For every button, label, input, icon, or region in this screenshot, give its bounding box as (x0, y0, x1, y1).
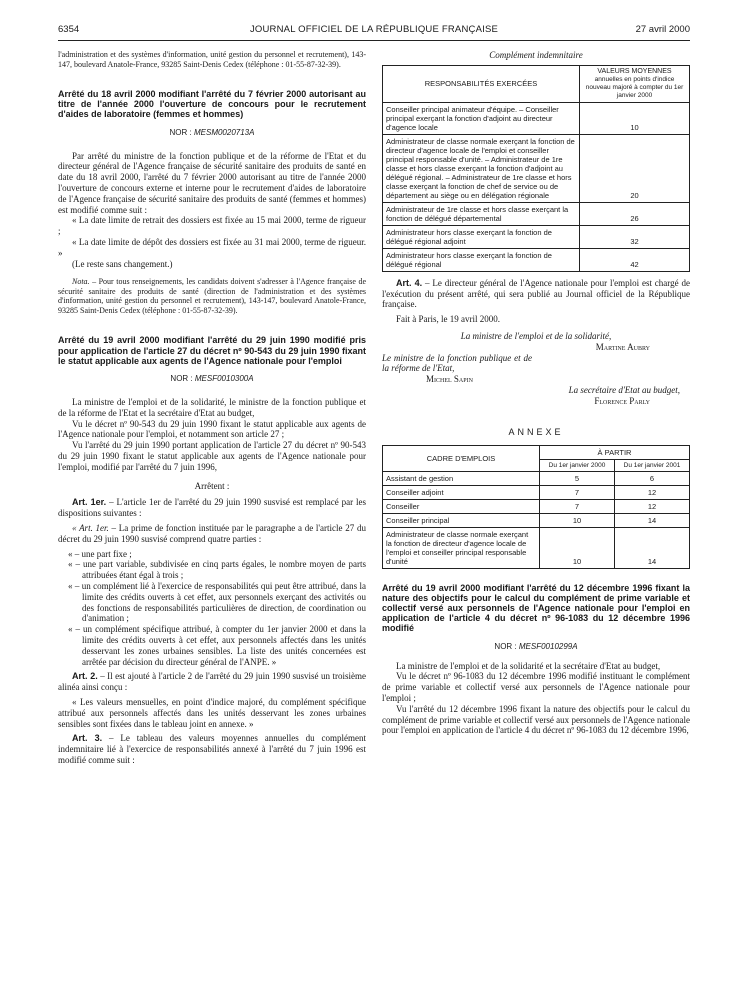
nor-label: NOR : (494, 641, 519, 651)
table-row (383, 248, 690, 271)
decree-2-title: Arrêté du 19 avril 2000 modifiant l'arrêté du 29 juin 1990 modifié pris pour application de l'article 27 du décret nº 90-543 du 29 juin 1990 fixant le statut applicable aux agents de l'Agence nationale pour l'emploi (58, 335, 366, 366)
table-cell-value: 7 (540, 485, 615, 499)
article-1 (58, 497, 366, 519)
intro-text: l'administration et des systèmes d'information, unité gestion du personnel et recrutement), 143-147, boulevard Anatole-France, 93285 Saint-Denis Cedex (téléphone : 01-55-87-32-39). (58, 50, 366, 69)
table-cell-value: 14 (615, 513, 690, 527)
table-cell-value: 7 (540, 499, 615, 513)
article-4-label: Art. 4. (396, 277, 423, 288)
decree-1 (58, 89, 366, 315)
article-2-quote: « Les valeurs mensuelles, en point d'indice majoré, du complément spécifique attribué aux personnels affectés dans les unités desservant les zones urbaines sensibles sont fixées dans le tableau joint en annexe. » (58, 696, 366, 729)
table-2-col-1-header: CADRE D'EMPLOIS (383, 445, 540, 471)
decree-1-rest: (Le reste sans changement.) (72, 258, 173, 269)
table-row (383, 513, 690, 527)
decree-3-visa-1: Vu le décret nº 96-1083 du 12 décembre 1996 modifié instituant le complément de prime variable et collectif versé aux personnels de l'Agence nationale pour l'emploi ; (382, 671, 690, 703)
table-cell-label: Administrateur de 1re classe et hors classe exerçant la fonction de délégué départemental (383, 202, 580, 225)
table-row (383, 471, 690, 485)
table-cell-label: Conseiller principal (383, 513, 540, 527)
table-row (383, 134, 690, 202)
table-2-group-header: À PARTIR (540, 445, 690, 459)
decree-3-visa-2: Vu l'arrêté du 12 décembre 1996 fixant la nature des objectifs pour le calcul du complément de prime variable et collectif versé aux personnels de l'Agence nationale pour l'emploi en application de l'article 4 du décret nº 96-1083 du 12 décembre 1996, (382, 703, 690, 736)
decree-1-paragraph: Par arrêté du ministre de la fonction publique et de la réforme de l'Etat et du directeur général de l'Agence française de sécurité sanitaire des produits de santé en date du 18 avril 2000, l'arrêté du 7 février 2000 autorisant au titre de l'année 2000 l'ouverture de concours externe et interne pour le recrutement d'aides de laboratoire de l'Agence française de sécurité sanitaire des produits de santé (femmes et hommes) est modifié comme suit : (58, 150, 366, 215)
table-cell-value: 20 (580, 134, 690, 202)
done-at: Fait à Paris, le 19 avril 2000. (396, 314, 500, 325)
table-row (383, 527, 690, 568)
decree-3-nor (382, 642, 690, 651)
table-row (383, 202, 690, 225)
decree-2-nor (58, 374, 366, 383)
table-cell-value: 6 (615, 471, 690, 485)
nor-label: NOR : (170, 373, 195, 383)
article-3-label: Art. 3. (72, 733, 103, 744)
decree-3-title: Arrêté du 19 avril 2000 modifiant l'arrêté du 12 décembre 1996 fixant la nature des objectifs pour le calcul du complément de prime variable et collectif versé aux personnels de l'Agence nationale pour l'emploi en application de l'article 4 du décret nº 96-1083 du 12 décembre 1996 modifié (382, 582, 690, 634)
table-row (383, 225, 690, 248)
article-1-text: – L'article 1er de l'arrêté du 29 juin 1990 susvisé est remplacé par les dispositions suivantes : (58, 497, 366, 519)
table-cell-label: Administrateur de classe normale exerçant la fonction de directeur d'agence locale de l'emploi et conseiller principal responsable d'unité. – Administrateur de 1re classe et hors classe exerçant la fonction d'adjoint au délégué régional. – Administrateur de 1re classe et hors classe exerçant la fonction de chef de service ou de département au siège ou en délégation régionale (383, 134, 580, 202)
page-number: 6354 (58, 24, 80, 35)
signatory-2-name: Michel Sapin (426, 374, 473, 385)
signatory-3-role: La secrétaire d'Etat au budget, (568, 384, 680, 395)
article-1-quote-text: – La prime de fonction instituée par le paragraphe a de l'article 27 du décret du 29 juin 1990 susvisé comprend quatre parties : (58, 522, 366, 544)
article-2 (58, 671, 366, 693)
table-cell-label: Administrateur de classe normale exerçant la fonction de directeur d'agence locale de l'emploi et conseiller principal responsable d'unité (383, 527, 540, 568)
table-row (383, 499, 690, 513)
decree-2-visa-2: Vu l'arrêté du 29 juin 1990 portant application de l'article 27 du décret nº 90-543 du 29 juin 1990 fixant le statut applicable aux agents de l'Agence nationale pour l'emploi, modifié par l'arrêté du 7 juin 1996, (58, 440, 366, 472)
signatory-3-name: Florence Parly (594, 395, 650, 406)
left-column (58, 50, 366, 766)
list-item: « – un complément lié à l'exercice de responsabilités qui peut être attribué, dans la limite des crédits ouverts à cet effet, aux personnels exerçant des activités ou des fonctions de responsabilités particulières de direction, de coordination ou d'animation ; (68, 580, 366, 624)
article-1-quote (58, 523, 366, 545)
nor-code: MESM0020713A (193, 127, 255, 137)
decree-2-visa-1: Vu le décret nº 90-543 du 29 juin 1990 fixant le statut applicable aux agents de l'Agence nationale pour l'emploi, et notamment son article 27 ; (58, 418, 366, 440)
decree-2-preamble: La ministre de l'emploi et de la solidarité, le ministre de la fonction publique et de la réforme de l'Etat et la secrétaire d'Etat au budget, (58, 396, 366, 418)
nota-text: – Pour tous renseignements, les candidats doivent s'adresser à l'Agence française de sécurité sanitaire des produits de santé (direction de l'administration et des systèmes d'information, unité gestion du personnel et recrutement), 143-147, boulevard Anatole-France, 93285 Saint-Denis Cedex (téléphone : 01-55-87-32-39). (58, 277, 366, 315)
list-item: « – une part variable, subdivisée en cinq parts égales, le nombre moyen de parts attribuées étant égal à trois ; (68, 559, 366, 581)
table-cell-value: 42 (580, 248, 690, 271)
table-cell-value: 26 (580, 202, 690, 225)
nota-label: Nota. (72, 277, 90, 287)
table-cell-label: Administrateur hors classe exerçant la fonction de délégué régional (383, 248, 580, 271)
table-2-col-2-header: Du 1er janvier 2000 (540, 459, 615, 471)
table-cell-value: 12 (615, 499, 690, 513)
list-item: « – une part fixe ; (68, 548, 132, 559)
nor-code: MESF0010299A (518, 641, 578, 651)
table-1-col-2-title: VALEURS MOYENNES (597, 67, 672, 75)
decree-3-preamble: La ministre de l'emploi et de la solidarité et la secrétaire d'Etat au budget, (396, 660, 661, 671)
table-1-caption: Complément indemnitaire (489, 50, 583, 60)
article-3-text: – Le tableau des valeurs moyennes annuelles du complément indemnitaire lié à l'exercice de responsabilités annexé à l'arrêté du 7 juin 1996 est modifié comme suit : (58, 733, 366, 765)
table-row (383, 485, 690, 499)
signatory-1-name: Martine Aubry (595, 341, 650, 352)
decree-1-title: Arrêté du 18 avril 2000 modifiant l'arrêté du 7 février 2000 autorisant au titre de l'année 2000 l'ouverture de concours pour le recrutement d'aides de laboratoire (femmes et hommes) (58, 89, 366, 120)
article-2-text: – Il est ajouté à l'article 2 de l'arrêté du 29 juin 1990 susvisé un troisième alinéa ainsi conçu : (58, 671, 366, 693)
article-2-label: Art. 2. (72, 671, 98, 682)
header-rule (58, 40, 690, 41)
page-header (58, 24, 690, 40)
table-cell-value: 14 (615, 527, 690, 568)
decree-2 (58, 335, 366, 765)
responsibilities-table (382, 65, 690, 272)
decree-1-quote-1: « La date limite de retrait des dossiers est fixée au 15 mai 2000, terme de rigueur ; (58, 215, 366, 237)
table-cell-value: 10 (540, 513, 615, 527)
article-4 (382, 278, 690, 310)
right-column (382, 50, 690, 736)
decree-2-arretent: Arrêtent : (194, 480, 230, 491)
table-cell-value: 5 (540, 471, 615, 485)
table-cell-label: Conseiller principal animateur d'équipe. – Conseiller principal exerçant la fonction d'adjoint au directeur d'agence locale (383, 102, 580, 134)
table-cell-value: 10 (540, 527, 615, 568)
decree-1-nota (58, 277, 366, 315)
signatory-2-role: Le ministre de la fonction publique et de la réforme de l'Etat, (382, 352, 532, 374)
table-1-col-2-sub: annuelles en points d'indice nouveau majoré à compter du 1er janvier 2000 (585, 75, 684, 99)
annexe-heading: ANNEXE (508, 426, 564, 437)
table-cell-label: Administrateur hors classe exerçant la fonction de délégué régional adjoint (383, 225, 580, 248)
table-cell-value: 32 (580, 225, 690, 248)
list-item: « – un complément spécifique attribué, à compter du 1er janvier 2000 et dans la limite des crédits ouverts à cet effet, aux personnels affectés dans les unités desservant les zones urbaines sensibles. La liste des unités concernées est arrêtée par décision du directeur général de l'ANPE. » (68, 624, 366, 667)
table-1-col-1-header: RESPONSABILITÉS EXERCÉES (383, 65, 580, 102)
decree-3 (382, 583, 690, 737)
table-cell-value: 12 (615, 485, 690, 499)
article-3 (58, 733, 366, 765)
table-cell-label: Conseiller (383, 499, 540, 513)
table-cell-label: Conseiller adjoint (383, 485, 540, 499)
annexe-table (382, 445, 690, 569)
table-row (383, 102, 690, 134)
decree-1-nor (58, 128, 366, 137)
table-cell-label: Assistant de gestion (383, 471, 540, 485)
table-1-col-2-header (580, 65, 690, 102)
article-1-quote-label: « Art. 1er. (72, 522, 109, 533)
issue-date: 27 avril 2000 (635, 24, 690, 35)
decree-1-quote-2: « La date limite de dépôt des dossiers est fixée au 31 mai 2000, terme de rigueur. » (58, 236, 366, 258)
table-2-col-3-header: Du 1er janvier 2001 (615, 459, 690, 471)
article-1-label: Art. 1er. (72, 497, 107, 508)
table-cell-value: 10 (580, 102, 690, 134)
nor-code: MESF0010300A (194, 373, 254, 383)
journal-title: JOURNAL OFFICIEL DE LA RÉPUBLIQUE FRANÇAISE (249, 24, 499, 35)
signatory-1-role: La ministre de l'emploi et de la solidarité, (460, 330, 612, 341)
article-4-text: – Le directeur général de l'Agence nationale pour l'emploi est chargé de l'exécution du présent arrêté, qui sera publié au Journal officiel de la République française. (382, 277, 690, 310)
nor-label: NOR : (169, 127, 194, 137)
